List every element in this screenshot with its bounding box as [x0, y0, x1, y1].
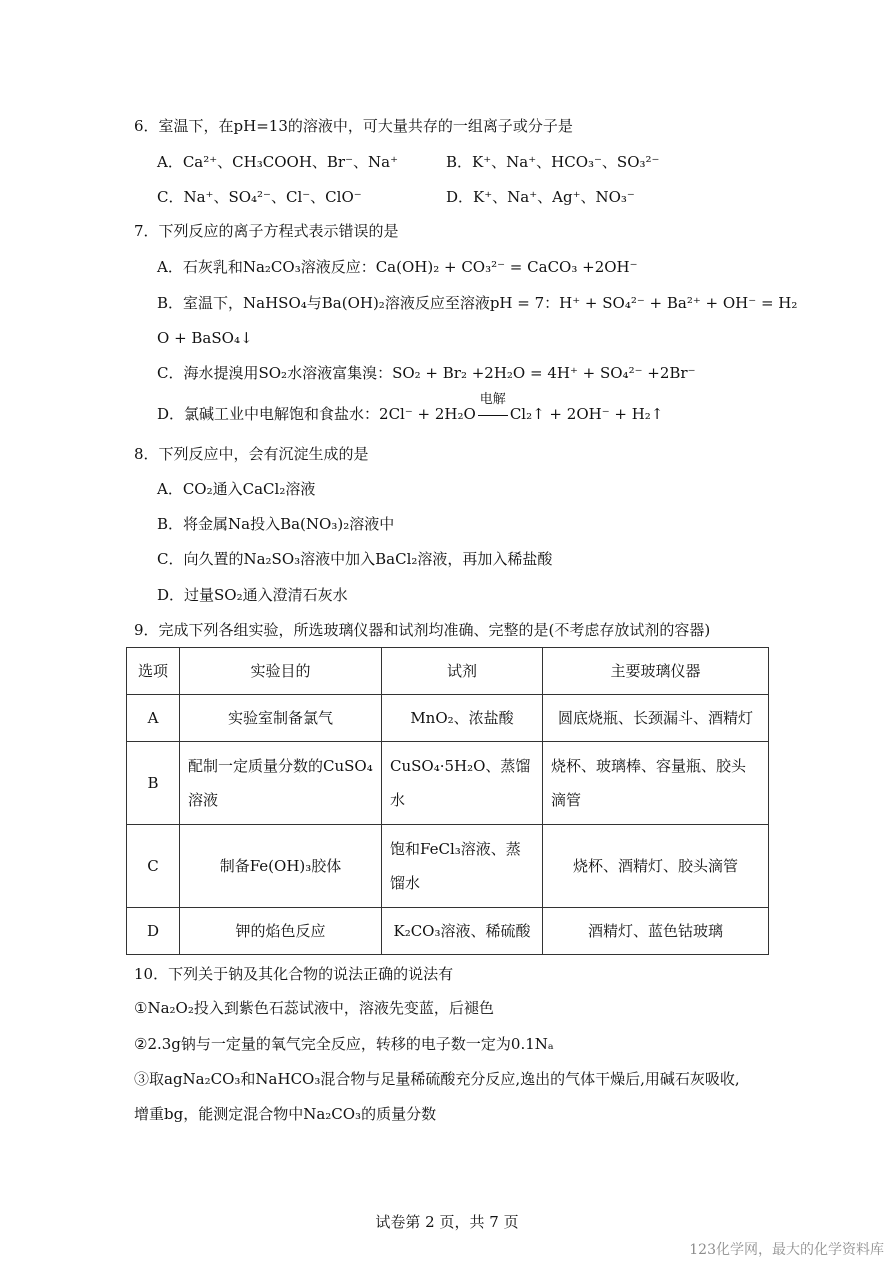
table-cell: A: [127, 695, 180, 742]
q8-option-d: D．过量SO₂通入澄清石灰水: [157, 586, 348, 604]
q7-option-b-line2: O + BaSO₄↓: [157, 329, 253, 347]
table-cell: 制备Fe(OH)₃胶体: [180, 825, 382, 908]
table-cell: 烧杯、酒精灯、胶头滴管: [543, 825, 769, 908]
q6-stem: 6．室温下，在pH=13的溶液中，可大量共存的一组离子或分子是: [134, 117, 573, 135]
q10-statement-2: ②2.3g钠与一定量的氧气完全反应，转移的电子数一定为0.1Nₐ: [134, 1035, 554, 1053]
table-cell: 实验室制备氯气: [180, 695, 382, 742]
q6-option-a: A．Ca²⁺、CH₃COOH、Br⁻、Na⁺: [157, 153, 399, 171]
table-cell: 饱和FeCl₃溶液、蒸馏水: [382, 825, 543, 908]
q7-option-a: A．石灰乳和Na₂CO₃溶液反应：Ca(OH)₂ + CO₃²⁻ = CaCO₃ +2OH⁻: [157, 258, 638, 276]
electrolysis-arrow: [476, 392, 510, 424]
table-cell: 配制一定质量分数的CuSO₄溶液: [180, 742, 382, 825]
table-row: [127, 825, 769, 908]
table-cell: B: [127, 742, 180, 825]
table-row: [127, 695, 769, 742]
table-cell: MnO₂、浓盐酸: [382, 695, 543, 742]
table-cell: 钾的焰色反应: [180, 908, 382, 955]
q7-option-d-prefix: D．氯碱工业中电解饱和食盐水：2Cl⁻ + 2H₂O: [157, 405, 476, 423]
q7-option-b-line1: B．室温下，NaHSO₄与Ba(OH)₂溶液反应至溶液pH = 7：H⁺ + SO₄²⁻ + Ba²⁺ + OH⁻ = H₂: [157, 294, 798, 312]
q9-table: [126, 647, 769, 955]
table-cell: 烧杯、玻璃棒、容量瓶、胶头滴管: [543, 742, 769, 825]
q8-option-b: B．将金属Na投入Ba(NO₃)₂溶液中: [157, 515, 395, 533]
page-footer: 试卷第 2 页，共 7 页: [375, 1213, 519, 1231]
table-cell: C: [127, 825, 180, 908]
q8-stem: 8．下列反应中，会有沉淀生成的是: [134, 445, 369, 463]
q7-option-d: [157, 392, 664, 424]
equation-bar: [478, 415, 508, 416]
q7-option-c: C．海水提溴用SO₂水溶液富集溴：SO₂ + Br₂ +2H₂O = 4H⁺ + SO₄²⁻ +2Br⁻: [157, 364, 696, 382]
q6-option-c: C．Na⁺、SO₄²⁻、Cl⁻、ClO⁻: [157, 188, 362, 206]
table-header-cell: 实验目的: [180, 648, 382, 695]
table-cell: K₂CO₃溶液、稀硫酸: [382, 908, 543, 955]
table-row: [127, 908, 769, 955]
table-cell: 酒精灯、蓝色钴玻璃: [543, 908, 769, 955]
table-cell: 圆底烧瓶、长颈漏斗、酒精灯: [543, 695, 769, 742]
q8-option-c: C．向久置的Na₂SO₃溶液中加入BaCl₂溶液，再加入稀盐酸: [157, 550, 553, 568]
electrolysis-condition: 电解: [479, 392, 506, 407]
table-header-cell: 试剂: [382, 648, 543, 695]
q10-statement-3-line2: 增重bg，能测定混合物中Na₂CO₃的质量分数: [134, 1105, 437, 1123]
table-cell: D: [127, 908, 180, 955]
table-row: [127, 742, 769, 825]
table-cell: CuSO₄·5H₂O、蒸馏水: [382, 742, 543, 825]
q8-option-a: A．CO₂通入CaCl₂溶液: [157, 480, 316, 498]
watermark: 123化学网，最大的化学资料库: [689, 1242, 884, 1258]
table-header-cell: 选项: [127, 648, 180, 695]
q7-option-d-suffix: Cl₂↑ + 2OH⁻ + H₂↑: [509, 405, 664, 423]
q6-option-d: D．K⁺、Na⁺、Ag⁺、NO₃⁻: [446, 188, 635, 206]
q10-stem: 10．下列关于钠及其化合物的说法正确的说法有: [134, 965, 454, 983]
q10-statement-3-line1: ③取agNa₂CO₃和NaHCO₃混合物与足量稀硫酸充分反应,逸出的气体干燥后,用碱石灰吸收,: [134, 1070, 740, 1088]
q10-statement-1: ①Na₂O₂投入到紫色石蕊试液中，溶液先变蓝，后褪色: [134, 999, 494, 1017]
q7-stem: 7．下列反应的离子方程式表示错误的是: [134, 222, 399, 240]
table-header-row: [127, 648, 769, 695]
q9-stem: 9．完成下列各组实验，所选玻璃仪器和试剂均准确、完整的是(不考虑存放试剂的容器): [134, 621, 711, 639]
table-header-cell: 主要玻璃仪器: [543, 648, 769, 695]
q6-option-b: B．K⁺、Na⁺、HCO₃⁻、SO₃²⁻: [446, 153, 660, 171]
